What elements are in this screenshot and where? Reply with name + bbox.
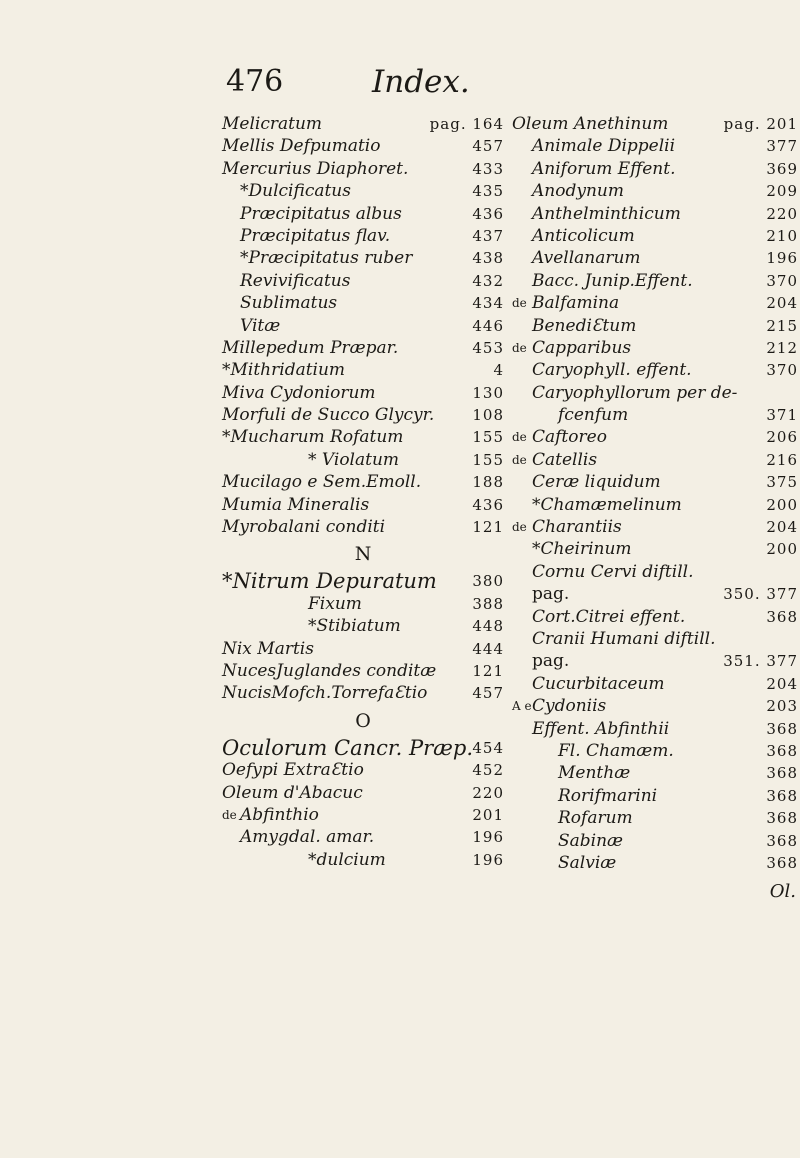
index-entry: [512, 762, 798, 784]
entry-term: Mumia Mineralis: [222, 494, 370, 515]
entry-term: Cort.Citrei effent.: [532, 606, 686, 627]
index-entry: [222, 471, 504, 493]
index-entry: [222, 516, 504, 538]
index-entry: [512, 113, 798, 135]
entry-term: *Nitrum Depuratum: [222, 569, 437, 594]
entry-term: Anthelminthicum: [532, 203, 681, 224]
index-entry: [222, 270, 504, 292]
index-entry: [222, 494, 504, 516]
entry-page-ref: 201: [472, 805, 504, 824]
index-entry: [512, 673, 798, 695]
entry-prefix: de: [512, 296, 527, 311]
entry-term: Cornu Cervi diftill.: [532, 561, 694, 582]
entry-term: Oculorum Cancr. Præp.: [222, 735, 473, 760]
entry-page-ref: 452: [472, 761, 504, 780]
entry-term: Cucurbitaceum: [532, 673, 665, 694]
entry-term: * Violatum: [308, 449, 400, 470]
catchword: Ol.: [769, 881, 796, 902]
entry-page-ref: 457: [472, 137, 504, 156]
entry-page-ref: 371: [766, 406, 798, 425]
entry-term: Animale Dippelii: [532, 136, 676, 157]
entry-prefix: de: [512, 520, 527, 535]
index-entry: [222, 638, 504, 660]
entry-prefix: de: [512, 340, 527, 355]
index-entry: [222, 570, 504, 592]
entry-term: Cydoniis: [532, 696, 607, 717]
entry-prefix: de: [512, 452, 527, 467]
index-entry: [222, 203, 504, 225]
index-entry: [222, 804, 504, 826]
entry-term: Balfamina: [532, 293, 620, 314]
entry-page-ref: 203: [766, 697, 798, 716]
entry-page-ref: 375: [766, 473, 798, 492]
entry-page-ref: 368: [766, 809, 798, 828]
entry-prefix: de: [512, 430, 527, 445]
index-entry: [222, 849, 504, 871]
index-entry: [512, 852, 798, 874]
index-entry: [512, 807, 798, 829]
entry-page-ref: 196: [472, 828, 504, 847]
entry-page-ref: 200: [766, 495, 798, 514]
entry-page-ref: 457: [472, 684, 504, 703]
index-entry: [222, 225, 504, 247]
index-entry: [512, 695, 798, 717]
entry-term: pag.: [532, 584, 570, 605]
index-entry: [222, 404, 504, 426]
entry-term: Myrobalani conditi: [222, 517, 386, 538]
index-entry: [512, 538, 798, 560]
entry-page-ref: 368: [766, 719, 798, 738]
index-entry: [512, 203, 798, 225]
entry-term: Oleum d'Abacuc: [222, 782, 363, 803]
entry-term: Miva Cydoniorum: [222, 382, 376, 403]
entry-page-ref: 437: [472, 226, 504, 245]
entry-term: Amygdal. amar.: [240, 827, 375, 848]
entry-term: Abfinthio: [240, 804, 319, 825]
index-entry: [222, 660, 504, 682]
index-entry: [512, 650, 798, 672]
index-entry: [512, 561, 798, 583]
entry-term: Præcipitatus albus: [240, 203, 402, 224]
index-entry: [512, 449, 798, 471]
index-entry: [222, 158, 504, 180]
entry-term: Rorifmarini: [558, 785, 658, 806]
entry-page-ref: 446: [472, 316, 504, 335]
index-entry: [512, 315, 798, 337]
entry-page-ref: 220: [472, 783, 504, 802]
section-letter: N: [354, 543, 372, 566]
entry-page-ref: 196: [472, 850, 504, 869]
index-entry: [222, 292, 504, 314]
index-entry: [512, 382, 798, 404]
entry-term: Avellanarum: [532, 248, 641, 269]
entry-page-ref: pag. 164: [429, 115, 504, 133]
index-entry: [222, 682, 504, 704]
index-entry: [222, 615, 504, 637]
index-entry: [222, 359, 504, 381]
index-entry: [512, 628, 798, 650]
page-number: 476: [226, 64, 284, 99]
index-entry: [222, 113, 504, 135]
entry-term: Bacc. Junip.Effent.: [532, 270, 693, 291]
entry-page-ref: 206: [766, 428, 798, 447]
index-entry: [222, 337, 504, 359]
entry-term: pag.: [532, 651, 570, 672]
index-entry: [512, 740, 798, 762]
entry-page-ref: 204: [766, 674, 798, 693]
entry-term: *Chamæmelinum: [532, 494, 682, 515]
entry-term: Sabinæ: [558, 830, 624, 851]
entry-page-ref: 204: [766, 518, 798, 537]
entry-page-ref: 215: [766, 316, 798, 335]
entry-term: Ceræ liquidum: [532, 472, 661, 493]
entry-page-ref: 433: [472, 159, 504, 178]
entry-term: NucisMofch.TorrefaƐtio: [222, 683, 428, 704]
entry-page-ref: 368: [766, 607, 798, 626]
index-entry: [512, 471, 798, 493]
entry-page-ref: 351. 377: [723, 652, 798, 671]
entry-page-ref: 369: [766, 159, 798, 178]
entry-term: Salviæ: [558, 852, 617, 873]
entry-page-ref: 380: [472, 572, 504, 591]
index-entry: [222, 247, 504, 269]
entry-page-ref: pag. 201: [723, 115, 798, 133]
entry-term: Præcipitatus flav.: [240, 225, 391, 246]
entry-term: *Cheirinum: [532, 539, 632, 560]
entry-term: *Mucharum Rofatum: [222, 427, 404, 448]
index-entry: [512, 494, 798, 516]
entry-page-ref: 453: [472, 338, 504, 357]
entry-term: Fixum: [308, 593, 362, 614]
entry-term: *Mithridatium: [222, 360, 346, 381]
entry-page-ref: 444: [472, 639, 504, 658]
entry-term: Mercurius Diaphoret.: [222, 158, 409, 179]
index-entry: [512, 247, 798, 269]
entry-term: Sublimatus: [240, 293, 338, 314]
entry-term: Menthæ: [558, 763, 631, 784]
entry-page-ref: 121: [472, 518, 504, 537]
entry-prefix: de: [222, 807, 237, 822]
index-entry: [512, 718, 798, 740]
entry-term: Caryophyllorum per de-: [532, 382, 738, 403]
entry-page-ref: 188: [472, 473, 504, 492]
entry-term: Oleum Anethinum: [512, 114, 669, 134]
index-entry: [222, 826, 504, 848]
entry-term: Anticolicum: [532, 225, 635, 246]
index-column-left: [222, 113, 504, 871]
entry-page-ref: 350. 377: [723, 585, 798, 604]
entry-page-ref: 155: [472, 428, 504, 447]
entry-term: Catellis: [532, 449, 598, 470]
entry-page-ref: 196: [766, 249, 798, 268]
entry-term: Nix Martis: [222, 638, 314, 659]
entry-term: *Stibiatum: [308, 616, 401, 637]
page-title: Index.: [372, 64, 470, 100]
section-letter: O: [355, 709, 371, 732]
index-entry: [512, 404, 798, 426]
entry-page-ref: 368: [766, 786, 798, 805]
index-entry: [222, 135, 504, 157]
index-entry: [222, 426, 504, 448]
entry-page-ref: 436: [472, 204, 504, 223]
index-entry: [512, 516, 798, 538]
index-entry: [222, 382, 504, 404]
index-entry: [512, 583, 798, 605]
entry-page-ref: 436: [472, 495, 504, 514]
index-entry: [222, 593, 504, 615]
entry-page-ref: 368: [766, 831, 798, 850]
entry-term: Melicratum: [222, 114, 323, 134]
entry-term: Oefypi ExtraƐtio: [222, 760, 364, 781]
index-entry: [222, 449, 504, 471]
entry-term: *dulcium: [308, 849, 386, 870]
index-entry: [512, 785, 798, 807]
entry-page-ref: 212: [766, 338, 798, 357]
entry-page-ref: 370: [766, 361, 798, 380]
index-entry: [222, 315, 504, 337]
entry-term: Cranii Humani diftill.: [532, 628, 716, 649]
entry-term: Rofarum: [558, 808, 633, 829]
index-entry: [222, 782, 504, 804]
entry-page-ref: 209: [766, 182, 798, 201]
entry-page-ref: 438: [472, 249, 504, 268]
entry-term: Mucilago e Sem.Emoll.: [222, 472, 422, 493]
index-entry: [512, 292, 798, 314]
index-entry: [512, 135, 798, 157]
index-entry: [512, 225, 798, 247]
entry-page-ref: 204: [766, 294, 798, 313]
page-header: [0, 64, 800, 104]
entry-page-ref: 210: [766, 226, 798, 245]
index-entry: [512, 180, 798, 202]
entry-page-ref: 216: [766, 450, 798, 469]
entry-page-ref: 432: [472, 271, 504, 290]
entry-page-ref: 200: [766, 540, 798, 559]
entry-term: Caryophyll. effent.: [532, 360, 692, 381]
index-entry: [512, 270, 798, 292]
entry-term: Caftoreo: [532, 427, 607, 448]
entry-page-ref: 108: [472, 406, 504, 425]
entry-page-ref: 434: [472, 294, 504, 313]
entry-page-ref: 454: [472, 738, 504, 757]
index-entry: [222, 759, 504, 781]
entry-term: Charantiis: [532, 517, 622, 538]
index-entry: [512, 606, 798, 628]
entry-page-ref: 368: [766, 853, 798, 872]
entry-page-ref: 155: [472, 450, 504, 469]
entry-page-ref: 435: [472, 182, 504, 201]
entry-term: BenediƐtum: [532, 315, 637, 336]
entry-term: Vitæ: [240, 315, 281, 336]
entry-term: *Præcipitatus ruber: [240, 248, 413, 269]
index-entry: [222, 180, 504, 202]
entry-page-ref: 121: [472, 661, 504, 680]
index-entry: [222, 737, 504, 759]
index-entry: [512, 426, 798, 448]
entry-prefix: A e: [512, 699, 532, 714]
entry-page-ref: 4: [493, 361, 504, 380]
entry-term: Effent. Abfinthii: [532, 718, 670, 739]
index-column-right: [512, 113, 798, 874]
index-entry: [512, 337, 798, 359]
entry-page-ref: 377: [766, 137, 798, 156]
entry-term: Mellis Defpumatio: [222, 136, 381, 157]
index-entry: [512, 359, 798, 381]
entry-term: Fl. Chamæm.: [558, 740, 674, 761]
entry-page-ref: 388: [472, 594, 504, 613]
entry-page-ref: 368: [766, 741, 798, 760]
entry-page-ref: 130: [472, 383, 504, 402]
entry-term: fcenfum: [558, 405, 629, 426]
entry-page-ref: 448: [472, 617, 504, 636]
entry-page-ref: 220: [766, 204, 798, 223]
entry-page-ref: 370: [766, 271, 798, 290]
entry-term: Capparibus: [532, 337, 632, 358]
entry-term: Morfuli de Succo Glycyr.: [222, 405, 435, 426]
entry-term: Anodynum: [532, 181, 624, 202]
entry-term: Revivificatus: [240, 270, 351, 291]
index-entry: [512, 830, 798, 852]
entry-term: Millepedum Præpar.: [222, 337, 399, 358]
entry-term: Aniforum Effent.: [532, 158, 676, 179]
entry-term: *Dulcificatus: [240, 181, 351, 202]
entry-term: NucesJuglandes conditæ: [222, 660, 437, 681]
entry-page-ref: 368: [766, 764, 798, 783]
index-entry: [512, 158, 798, 180]
